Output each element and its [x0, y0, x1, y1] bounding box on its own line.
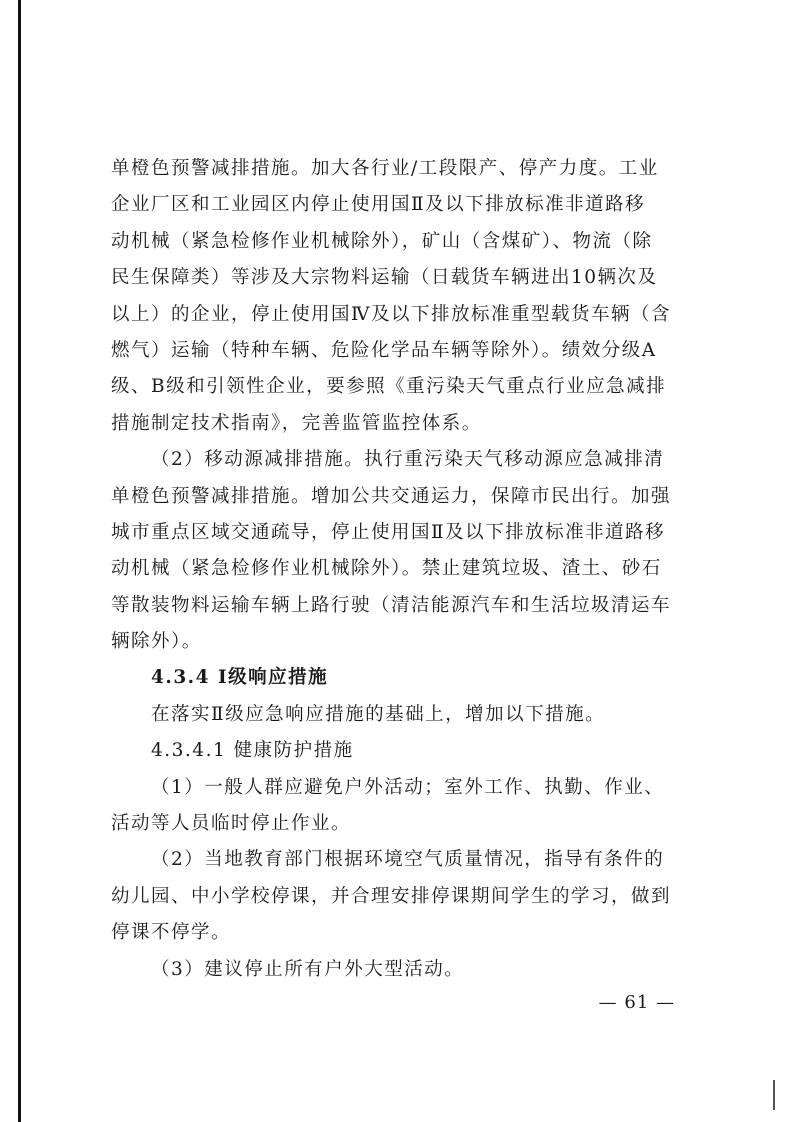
text-line: 幼儿园、中小学校停课，并合理安排停课期间学生的学习，做到 — [111, 885, 672, 907]
scan-edge-mark — [773, 1080, 775, 1110]
text-line: 单橙色预警减排措施。增加公共交通运力，保障市民出行。加强 — [111, 485, 672, 507]
page-number: — 61 — — [598, 992, 675, 1013]
text-line: 以上）的企业，停止使用国Ⅳ及以下排放标准重型载货车辆（含 — [111, 303, 671, 325]
subsection-heading: 4.3.4.1 健康防护措施 — [151, 740, 354, 762]
text-line: 级、B级和引领性企业，要参照《重污染天气重点行业应急减排 — [111, 376, 667, 398]
paragraph-start-line: （1）一般人群应避免户外活动；室外工作、执勤、作业、 — [151, 776, 665, 798]
text-line: 等散装物料运输车辆上路行驶（清洁能源汽车和生活垃圾清运车 — [111, 594, 672, 616]
text-line: 措施制定技术指南》，完善监管监控体系。 — [111, 412, 482, 434]
text-line: 辆除外）。 — [111, 631, 202, 653]
paragraph-start-line: （2）当地教育部门根据环境空气质量情况，指导有条件的 — [151, 849, 665, 871]
paragraph-start-line: （2）移动源减排措施。执行重污染天气移动源应急减排清 — [151, 449, 665, 471]
paragraph-start-line: 在落实Ⅱ级应急响应措施的基础上，增加以下措施。 — [151, 703, 606, 725]
text-line: 企业厂区和工业园区内停止使用国Ⅱ及以下排放标准非道路移 — [111, 194, 646, 216]
document-body — [111, 151, 683, 988]
text-line: 民生保障类）等涉及大宗物料运输（日载货车辆进出10辆次及 — [111, 267, 658, 289]
section-heading: 4.3.4 Ⅰ级响应措施 — [151, 667, 329, 689]
text-line: 城市重点区域交通疏导，停止使用国Ⅱ及以下排放标准非道路移 — [111, 521, 666, 543]
text-line: 单橙色预警减排措施。加大各行业/工段限产、停产力度。工业 — [111, 158, 659, 179]
text-line: 动机械（紧急检修作业机械除外）。禁止建筑垃圾、渣土、砂石 — [111, 558, 662, 580]
text-line: 动机械（紧急检修作业机械除外），矿山（含煤矿）、物流（除 — [111, 230, 653, 252]
text-line: 活动等人员临时停止作业。 — [111, 813, 352, 835]
text-line: 停课不停学。 — [111, 922, 232, 944]
scan-edge-line — [18, 0, 21, 1122]
paragraph-start-line: （3）建议停止所有户外大型活动。 — [151, 958, 465, 980]
text-line: 燃气）运输（特种车辆、危险化学品车辆等除外）。绩效分级A — [111, 339, 657, 361]
